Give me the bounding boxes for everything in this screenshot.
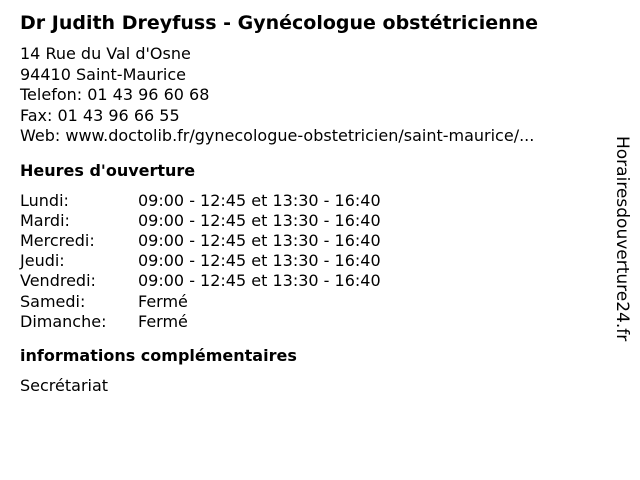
day-label: Lundi: (20, 190, 69, 210)
opening-hours-heading: Heures d'ouverture (20, 160, 196, 180)
hours-row-thursday (20, 251, 610, 271)
day-hours: 09:00 - 12:45 et 13:30 - 16:40 (138, 190, 381, 210)
site-watermark: Horairesdouverture24.fr (612, 136, 632, 342)
street-address: 14 Rue du Val d'Osne (20, 44, 191, 63)
day-label: Mardi: (20, 210, 70, 230)
additional-info-text: Secrétariat (20, 375, 109, 395)
day-label: Jeudi: (20, 251, 65, 271)
day-hours: 09:00 - 12:45 et 13:30 - 16:40 (138, 271, 381, 291)
hours-row-sunday (20, 312, 610, 332)
hours-row-saturday (20, 292, 610, 312)
additional-info-heading: informations complémentaires (20, 345, 297, 365)
day-hours: Fermé (138, 311, 188, 331)
day-label: Samedi: (20, 291, 86, 311)
day-hours: Fermé (138, 291, 188, 311)
phone-number[interactable]: Telefon: 01 43 96 60 68 (20, 85, 210, 104)
opening-hours-table (20, 191, 610, 332)
practice-title: Dr Judith Dreyfuss - Gynécologue obstétricienne (20, 12, 539, 34)
hours-row-wednesday (20, 231, 610, 251)
hours-row-tuesday (20, 211, 610, 231)
fax-number: Fax: 01 43 96 66 55 (20, 105, 180, 125)
hours-row-friday (20, 271, 610, 291)
day-hours: 09:00 - 12:45 et 13:30 - 16:40 (138, 210, 381, 230)
day-label: Vendredi: (20, 271, 96, 291)
day-hours: 09:00 - 12:45 et 13:30 - 16:40 (138, 251, 381, 271)
website-link[interactable]: Web: www.doctolib.fr/gynecologue-obstetricien/saint-maurice/... (20, 126, 535, 145)
city-postcode: 94410 Saint-Maurice (20, 64, 186, 84)
hours-row-monday (20, 191, 610, 211)
day-hours: 09:00 - 12:45 et 13:30 - 16:40 (138, 230, 381, 250)
practice-card (20, 10, 610, 396)
address-block (20, 44, 610, 147)
day-label: Dimanche: (20, 311, 107, 331)
day-label: Mercredi: (20, 230, 95, 250)
